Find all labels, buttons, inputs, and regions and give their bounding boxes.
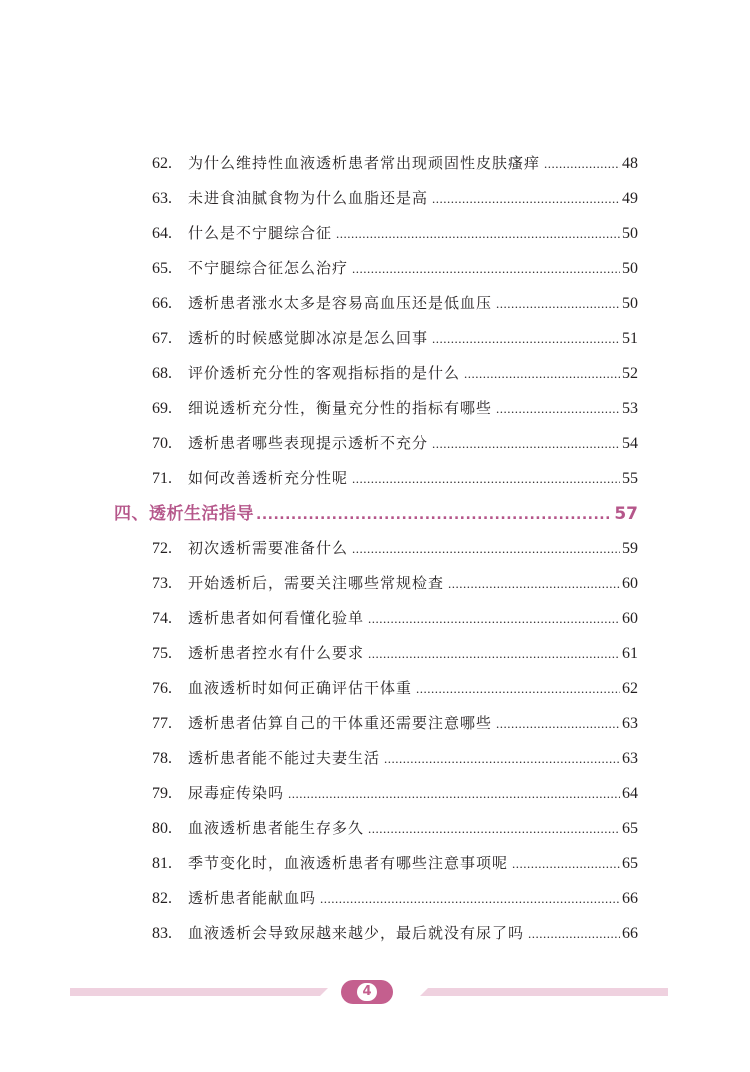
entry-number: 79.	[152, 785, 172, 802]
dot-leader	[336, 221, 620, 247]
dot-leader	[352, 256, 620, 282]
entry-title: 透析患者哪些表现提示透析不充分	[188, 434, 429, 452]
entry-number: 69.	[152, 400, 172, 417]
toc-entry[interactable]	[152, 360, 638, 386]
toc-entry[interactable]	[152, 710, 638, 736]
entry-page: 63	[622, 715, 638, 732]
entry-title: 为什么维持性血液透析患者常出现顽固性皮肤瘙痒	[188, 154, 541, 172]
dot-leader	[464, 361, 620, 387]
entry-number: 81.	[152, 855, 172, 872]
dot-leader	[320, 886, 620, 912]
entry-number: 76.	[152, 680, 172, 697]
dot-leader	[352, 536, 620, 562]
entry-title: 透析患者如何看懂化验单	[188, 609, 365, 627]
entry-title: 开始透析后，需要关注哪些常规检查	[188, 574, 445, 592]
page-number: 4	[357, 983, 377, 1001]
toc-entry[interactable]	[152, 570, 638, 596]
entry-page: 65	[622, 820, 638, 837]
section-page: 57	[614, 504, 638, 524]
toc-entry[interactable]	[152, 675, 638, 701]
entry-page: 49	[622, 190, 638, 207]
entry-number: 73.	[152, 575, 172, 592]
toc-section-heading[interactable]	[114, 500, 638, 528]
entry-page: 50	[622, 260, 638, 277]
dot-leader	[544, 151, 620, 177]
entry-number: 71.	[152, 470, 172, 487]
dot-leader	[368, 641, 620, 667]
entry-page: 66	[622, 925, 638, 942]
entry-page: 63	[622, 750, 638, 767]
entry-number: 78.	[152, 750, 172, 767]
dot-leader	[496, 711, 620, 737]
dot-leader	[432, 326, 620, 352]
entry-number: 83.	[152, 925, 172, 942]
toc-entry[interactable]	[152, 465, 638, 491]
dot-leader	[368, 816, 620, 842]
toc-entry[interactable]	[152, 395, 638, 421]
dot-leader	[528, 921, 620, 947]
dot-leader	[352, 466, 620, 492]
entry-page: 64	[622, 785, 638, 802]
entry-page: 60	[622, 575, 638, 592]
entry-page: 65	[622, 855, 638, 872]
entry-number: 70.	[152, 435, 172, 452]
entry-title: 透析患者估算自己的干体重还需要注意哪些	[188, 714, 493, 732]
entry-title: 透析患者能献血吗	[188, 889, 317, 907]
toc-entry[interactable]	[152, 640, 638, 666]
entry-number: 68.	[152, 365, 172, 382]
toc-entry[interactable]	[152, 920, 638, 946]
entry-page: 59	[622, 540, 638, 557]
dot-leader	[416, 676, 620, 702]
section-title: 四、透析生活指导	[114, 504, 254, 524]
entry-title: 尿毒症传染吗	[188, 784, 285, 802]
toc-entry[interactable]	[152, 150, 638, 176]
toc-entry[interactable]	[152, 815, 638, 841]
entry-page: 54	[622, 435, 638, 452]
dot-leader	[432, 186, 620, 212]
entry-number: 72.	[152, 540, 172, 557]
toc-entry[interactable]	[152, 850, 638, 876]
toc-entry[interactable]	[152, 185, 638, 211]
entry-title: 透析的时候感觉脚冰凉是怎么回事	[188, 329, 429, 347]
dot-leader	[384, 746, 620, 772]
footer-decoration-right	[428, 988, 668, 996]
entry-page: 55	[622, 470, 638, 487]
entry-title: 透析患者涨水太多是容易高血压还是低血压	[188, 294, 493, 312]
dot-leader	[368, 606, 620, 632]
entry-number: 82.	[152, 890, 172, 907]
toc-entry[interactable]	[152, 745, 638, 771]
entry-title: 评价透析充分性的客观指标指的是什么	[188, 364, 461, 382]
toc-entry[interactable]	[152, 325, 638, 351]
dot-leader	[288, 781, 620, 807]
toc-entry[interactable]	[152, 885, 638, 911]
entry-title: 季节变化时，血液透析患者有哪些注意事项呢	[188, 854, 509, 872]
entry-page: 60	[622, 610, 638, 627]
entry-title: 未进食油腻食物为什么血脂还是高	[188, 189, 429, 207]
entry-title: 初次透析需要准备什么	[188, 539, 349, 557]
entry-number: 62.	[152, 155, 172, 172]
entry-title: 透析患者能不能过夫妻生活	[188, 749, 381, 767]
toc-entry[interactable]	[152, 605, 638, 631]
toc-entry[interactable]	[152, 290, 638, 316]
dot-leader	[448, 571, 620, 597]
entry-title: 细说透析充分性，衡量充分性的指标有哪些	[188, 399, 493, 417]
entry-title: 透析患者控水有什么要求	[188, 644, 365, 662]
dot-leader	[512, 851, 620, 877]
toc-entry[interactable]	[152, 255, 638, 281]
entry-title: 什么是不宁腿综合征	[188, 224, 333, 242]
entry-number: 74.	[152, 610, 172, 627]
entry-number: 80.	[152, 820, 172, 837]
toc-entry[interactable]	[152, 780, 638, 806]
entry-number: 77.	[152, 715, 172, 732]
entry-title: 血液透析会导致尿越来越少，最后就没有尿了吗	[188, 924, 525, 942]
entry-title: 血液透析时如何正确评估干体重	[188, 679, 413, 697]
entry-number: 64.	[152, 225, 172, 242]
entry-page: 50	[622, 295, 638, 312]
entry-title: 血液透析患者能生存多久	[188, 819, 365, 837]
dot-leader	[496, 291, 620, 317]
entry-number: 65.	[152, 260, 172, 277]
entry-number: 75.	[152, 645, 172, 662]
dot-leader	[432, 431, 620, 457]
page-number-badge	[341, 980, 393, 1004]
dot-leader	[256, 501, 611, 529]
entry-page: 52	[622, 365, 638, 382]
entry-page: 51	[622, 330, 638, 347]
footer-decoration-left	[70, 988, 320, 996]
entry-page: 48	[622, 155, 638, 172]
dot-leader	[496, 396, 620, 422]
entry-title: 如何改善透析充分性呢	[188, 469, 349, 487]
entry-number: 63.	[152, 190, 172, 207]
toc-entry[interactable]	[152, 220, 638, 246]
entry-page: 61	[622, 645, 638, 662]
entry-number: 66.	[152, 295, 172, 312]
entry-page: 50	[622, 225, 638, 242]
toc-entry[interactable]	[152, 535, 638, 561]
entry-page: 53	[622, 400, 638, 417]
toc-entry[interactable]	[152, 430, 638, 456]
entry-page: 66	[622, 890, 638, 907]
entry-title: 不宁腿综合征怎么治疗	[188, 259, 349, 277]
entry-page: 62	[622, 680, 638, 697]
entry-number: 67.	[152, 330, 172, 347]
